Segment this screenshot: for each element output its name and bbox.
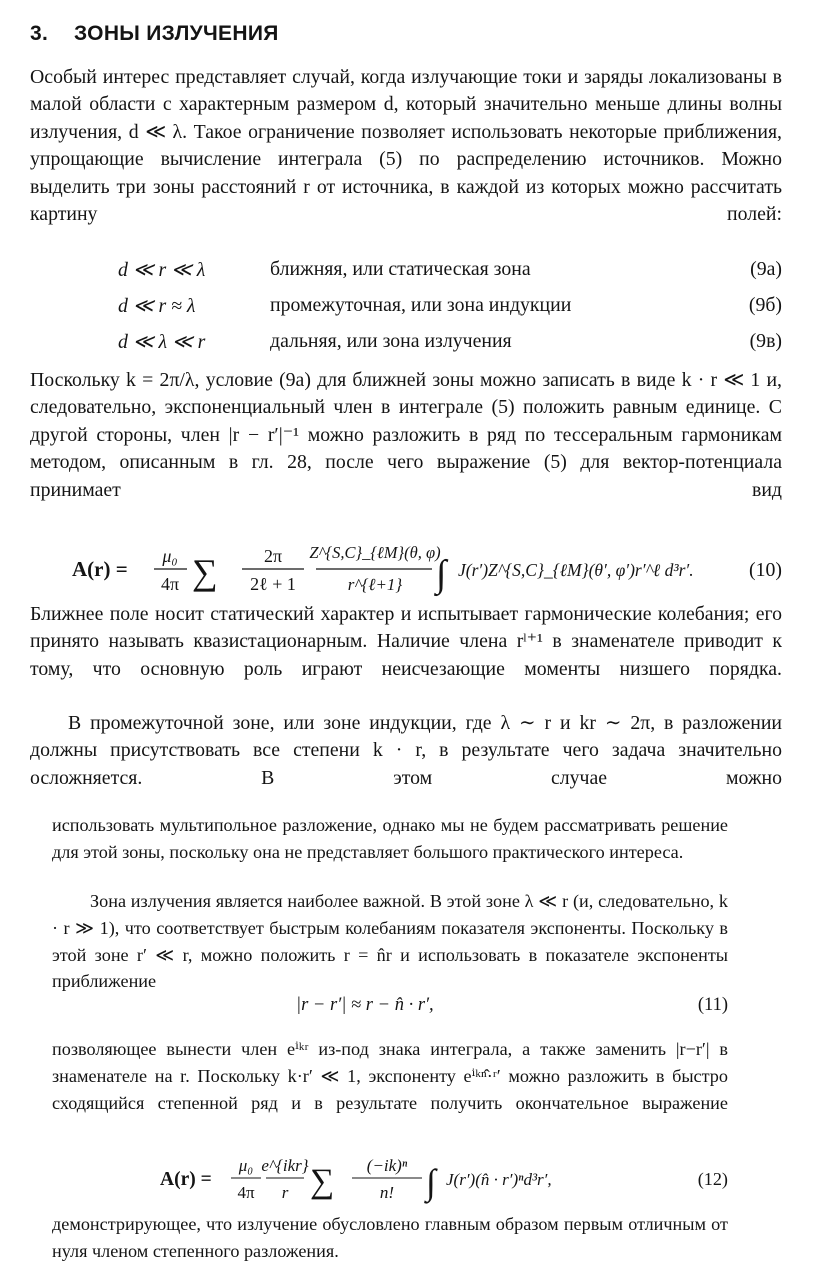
eq12-sum-symbol: ∑ xyxy=(310,1163,335,1200)
eq12-frac3-num: (−ik)ⁿ xyxy=(366,1156,408,1175)
eq10-number: (10) xyxy=(749,559,782,581)
eq10-frac2-den: 2ℓ + 1 xyxy=(250,574,296,594)
eq10-frac3-num: Z^{S,C}_{ℓM}(θ, φ) xyxy=(309,543,441,562)
eq12-integrand: J(r′)(n̂ · r′)ⁿd³r′, xyxy=(446,1170,552,1189)
eq10-integrand: J(r′)Z^{S,C}_{ℓM}(θ′, φ′)r′^ℓ d³r′. xyxy=(458,560,694,580)
zone-description: промежуточная, или зона индукции xyxy=(270,294,572,316)
paragraph-conclusion: демонстрирующее, что излучение обусловлено главным образом первым отличным от нуля членом степенного разложения. xyxy=(52,1214,728,1261)
section-title: ЗОНЫ ИЗЛУЧЕНИЯ xyxy=(74,22,279,45)
eq10-frac2-num: 2π xyxy=(263,546,283,566)
eq11-number: (11) xyxy=(697,995,728,1015)
integral-symbol: ∫ xyxy=(436,553,447,595)
eq12-mu-den: 4π xyxy=(237,1183,255,1202)
equation-11 xyxy=(52,995,728,1023)
zone-description: ближняя, или статическая зона xyxy=(270,258,531,280)
paragraph-expansion: позволяющее вынести член eⁱᵏʳ из-под знака интеграла, а также заменить |r−r′| в знаменателе на r. Поскольку k·r′ ≪ 1, экспоненту eⁱᵏⁿ̂·ʳ′ можно разложить в быстро сходящийся степенной ряд и в результате получить окончательное выражение xyxy=(52,1039,728,1113)
zone-condition: d ≪ r ≈ λ xyxy=(118,295,196,317)
eq10-mu-num: μ₀ xyxy=(162,546,178,566)
eq12-lhs: A(r) = xyxy=(160,1169,212,1190)
eq12-mu-num: μ₀ xyxy=(238,1156,254,1175)
eq10-lhs: A(r) = xyxy=(72,557,128,581)
eq10-mu-den: 4π xyxy=(160,574,180,594)
zone-condition: d ≪ λ ≪ r xyxy=(118,331,206,353)
zone-equation-number: (9а) xyxy=(750,258,782,280)
zone-row-induction xyxy=(30,294,782,324)
paragraph-quasistatic: Ближнее поле носит статический характер и испытывает гармонические колебания; его принято называть квазистационарным. Наличие члена rˡ⁺¹ в знаменателе приводит к тому, что основную роль играют неисчезающие моменты низшего порядка. xyxy=(30,603,782,680)
paragraph-near-zone: Поскольку k = 2π/λ, условие (9а) для ближней зоны можно записать в виде k · r ≪ 1 и, следовательно, экспоненциальный член в интеграле (5) положить равным единице. С другой стороны, член |r − r′|⁻¹ можно разложить в ряд по тессеральным гармоникам методом, описанным в гл. 28, после чего выражение (5) для вектор-потенциала принимает вид xyxy=(30,369,782,501)
eq10-frac3-den: r^{ℓ+1} xyxy=(347,575,403,594)
zone-equation-number: (9в) xyxy=(749,330,782,352)
integral-symbol: ∫ xyxy=(426,1162,436,1202)
zone-row-radiation xyxy=(30,330,782,360)
zone-equation-number: (9б) xyxy=(748,294,782,316)
eq12-exp-den: r xyxy=(281,1183,289,1202)
eq12-exp-num: e^{ikr} xyxy=(261,1156,309,1175)
paragraph-induction-zone: В промежуточной зоне, или зоне индукции, где λ ∼ r и kr ∼ 2π, в разложении должны присутствовать все степени k · r, в результате чего задача значительно осложняется. В этом случае можно xyxy=(30,712,782,789)
zone-row-near xyxy=(30,258,782,288)
section-number: 3. xyxy=(30,22,49,45)
zone-condition: d ≪ r ≪ λ xyxy=(118,259,206,281)
eq10-sum-symbol: ∑ xyxy=(192,552,218,592)
eq12-frac3-den: n! xyxy=(379,1183,395,1202)
equation-12 xyxy=(52,1142,728,1208)
zone-description: дальняя, или зона излучения xyxy=(270,330,512,352)
section-heading xyxy=(30,22,279,46)
equation-10 xyxy=(30,532,782,600)
paragraph-radiation-zone: Зона излучения является наиболее важной. В этой зоне λ ≪ r (и, следовательно, k · r ≫ 1), что соответствует быстрым колебаниям показателя экспоненты. Поскольку в этой зоне r′ ≪ r, можно положить r = n̂r и использовать в показателе экспоненты приближение xyxy=(52,891,728,992)
eq12-number: (12) xyxy=(697,1169,728,1189)
paragraph-multipole: использовать мультипольное разложение, однако мы не будем рассматривать решение для этой зоны, поскольку она не представляет большого практического интереса. xyxy=(52,815,728,862)
eq11-expression: |r − r′| ≈ r − n̂ · r′, xyxy=(296,995,434,1015)
paragraph-intro: Особый интерес представляет случай, когда излучающие токи и заряды локализованы в малой области с характерным размером d, который значительно меньше длины волны излучения, d ≪ λ. Такое ограничение позволяет использовать некоторые приближения, упрощающие вычисление интеграла (5) по распределению источников. Можно выделить три зоны расстояний r от источника, в каждой из которых можно рассчитать картину полей: xyxy=(30,66,782,226)
